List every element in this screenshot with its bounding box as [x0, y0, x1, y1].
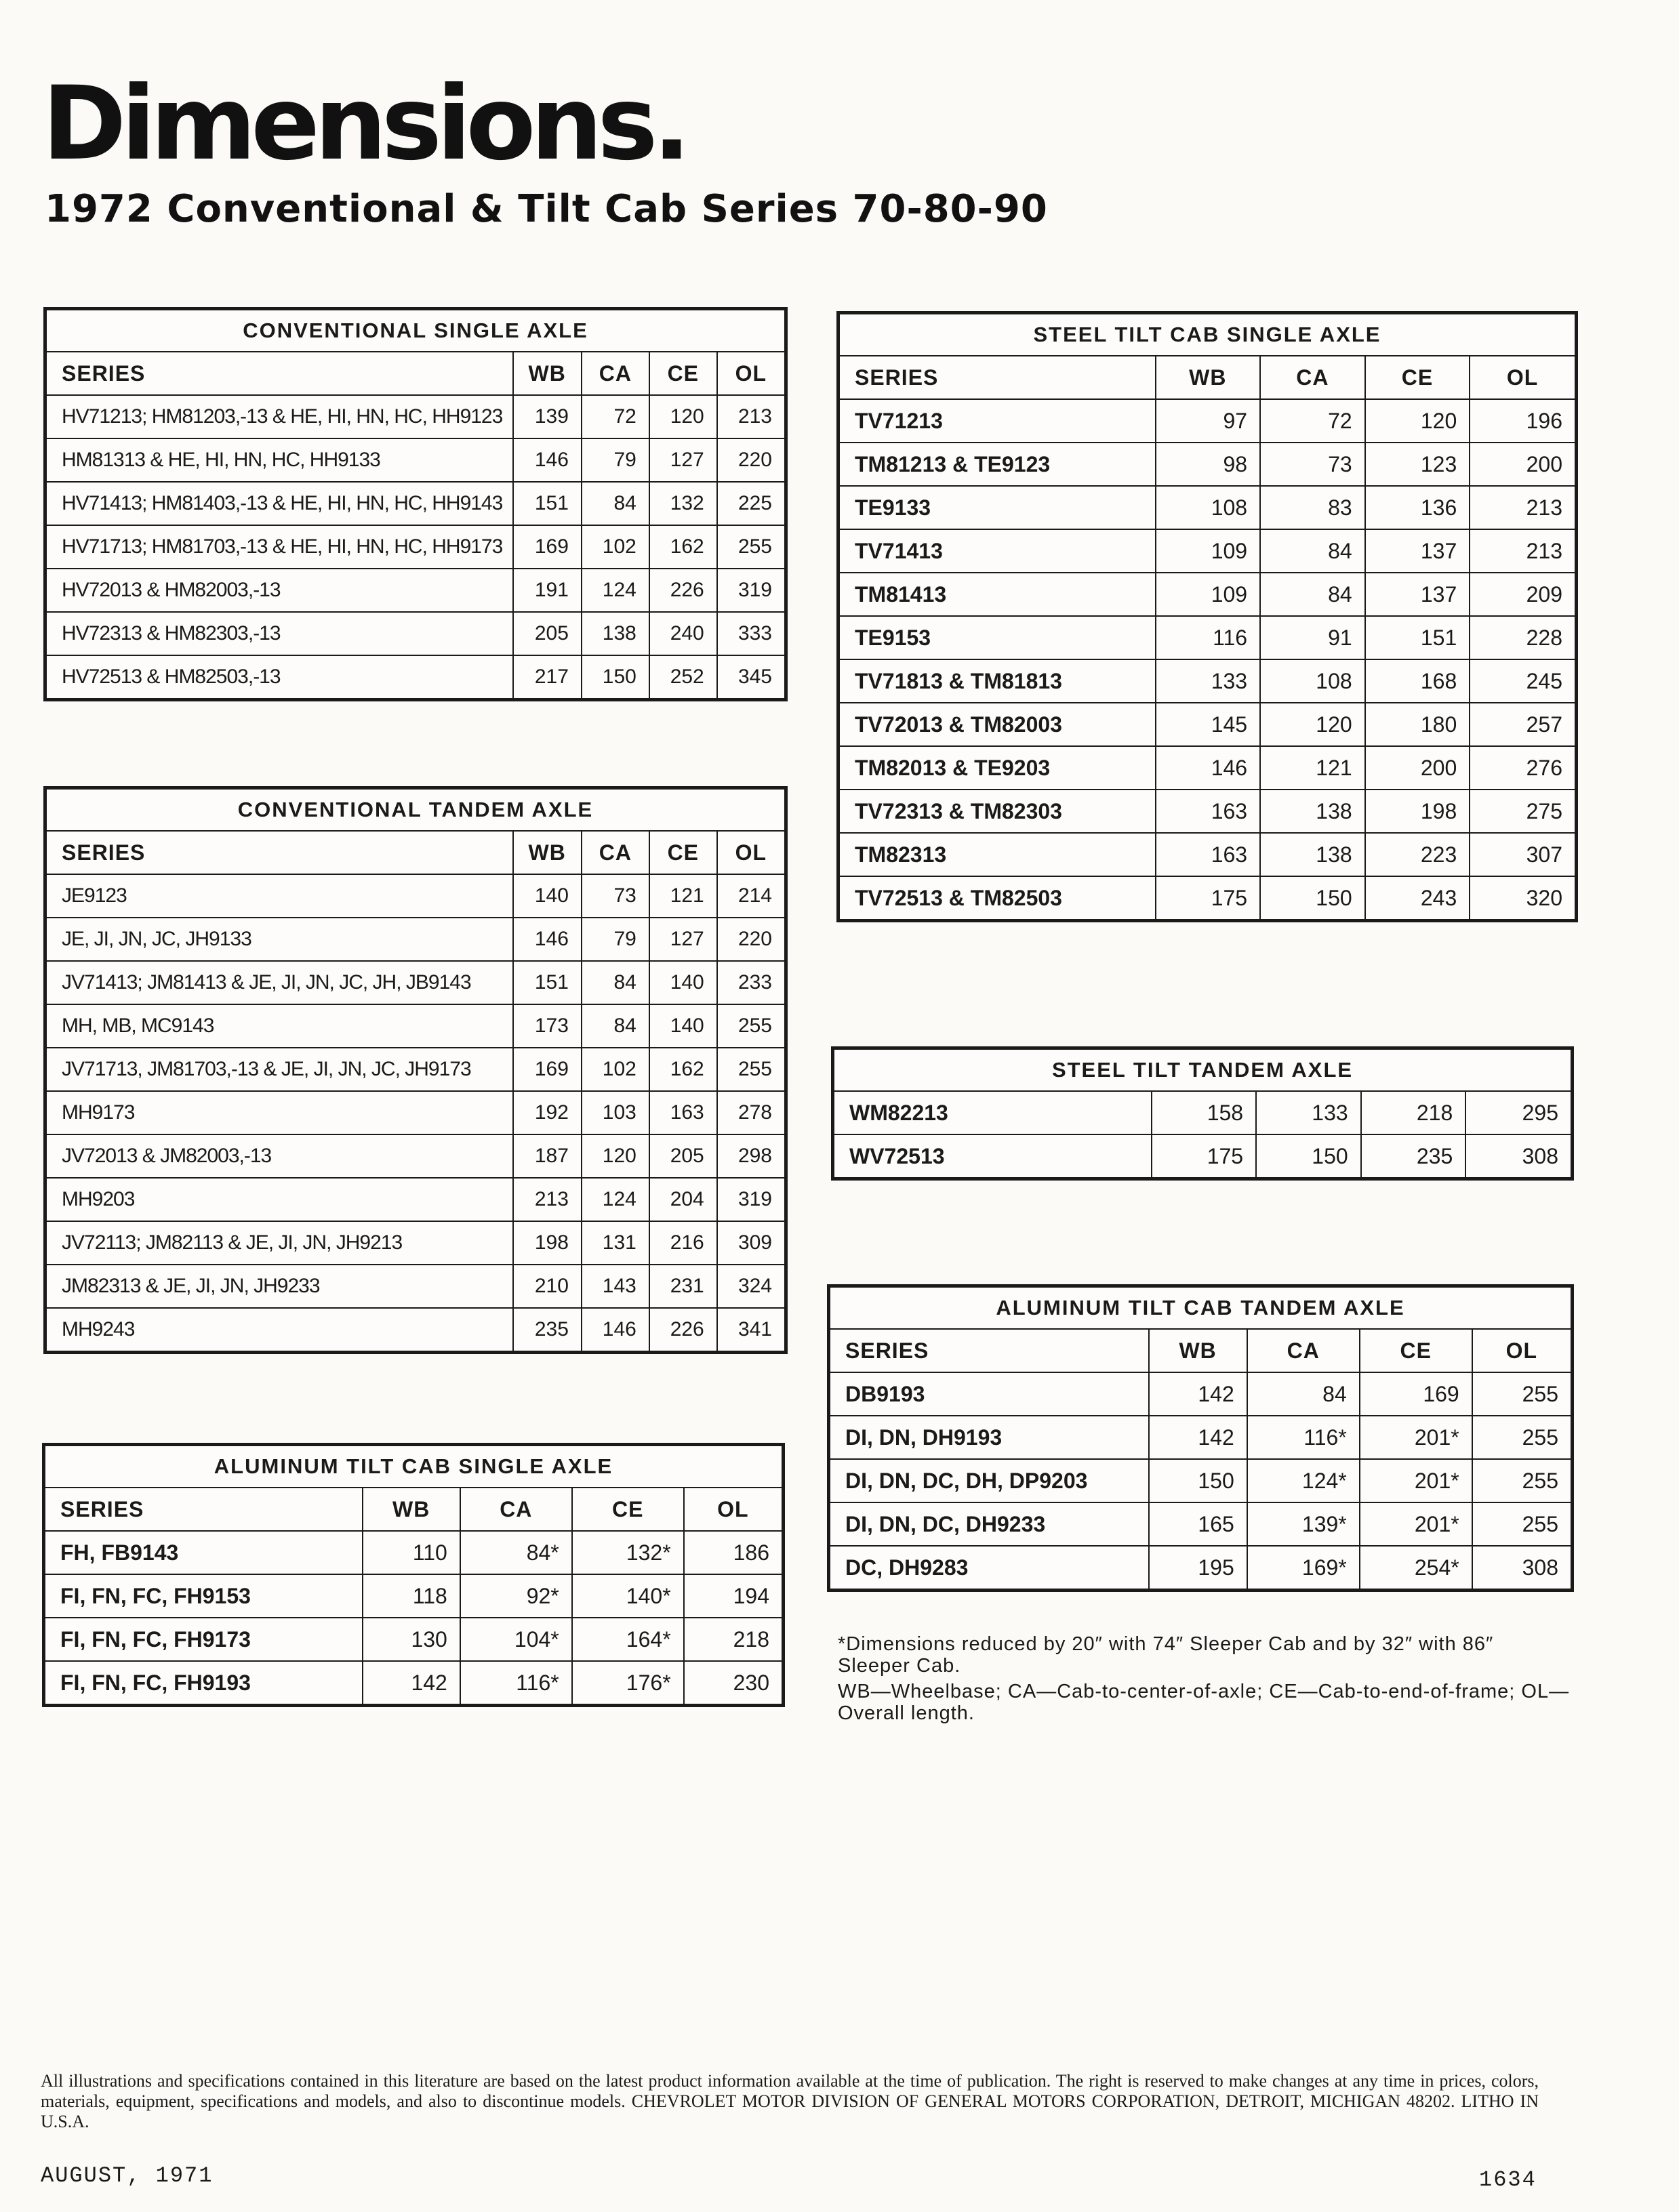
- series-cell: JE, JI, JN, JC, JH9133: [45, 918, 513, 961]
- ce-cell: 120: [649, 395, 717, 438]
- col-ce: CE: [1365, 356, 1470, 399]
- wb-cell: 175: [1152, 1134, 1257, 1179]
- ca-cell: 120: [582, 1134, 649, 1178]
- wb-cell: 195: [1149, 1546, 1247, 1591]
- col-series: SERIES: [45, 352, 513, 395]
- ce-cell: 168: [1365, 659, 1470, 703]
- series-cell: HV71713; HM81703,-13 & HE, HI, HN, HC, HH9173: [45, 525, 513, 569]
- page-number: 1634: [1479, 2167, 1537, 2192]
- ce-cell: 205: [649, 1134, 717, 1178]
- col-wb: WB: [513, 352, 582, 395]
- col-ca: CA: [1247, 1329, 1360, 1372]
- wb-cell: 118: [363, 1574, 460, 1618]
- series-cell: MH9173: [45, 1091, 513, 1134]
- table-row: [45, 1048, 786, 1091]
- col-wb: WB: [1149, 1329, 1247, 1372]
- series-cell: TE9153: [838, 616, 1156, 659]
- ol-cell: 233: [717, 961, 786, 1004]
- ce-cell: 198: [1365, 790, 1470, 833]
- ce-cell: 140: [649, 1004, 717, 1048]
- table-row: [833, 1091, 1573, 1134]
- wb-cell: 158: [1152, 1091, 1257, 1134]
- table-row: [45, 874, 786, 918]
- table-row: [45, 395, 786, 438]
- ce-cell: 169: [1360, 1372, 1472, 1416]
- publication-date: AUGUST, 1971: [41, 2163, 214, 2188]
- ce-cell: 204: [649, 1178, 717, 1221]
- ca-cell: 143: [582, 1265, 649, 1308]
- ol-cell: 213: [1470, 529, 1576, 573]
- series-cell: DI, DN, DC, DH, DP9203: [829, 1459, 1149, 1502]
- ce-cell: 226: [649, 569, 717, 612]
- ce-cell: 151: [1365, 616, 1470, 659]
- ce-cell: 201*: [1360, 1459, 1472, 1502]
- ol-cell: 307: [1470, 833, 1576, 876]
- table-row: [45, 569, 786, 612]
- ca-cell: 150: [582, 655, 649, 700]
- col-series: SERIES: [44, 1488, 363, 1531]
- series-cell: TM82013 & TE9203: [838, 746, 1156, 790]
- series-cell: WM82213: [833, 1091, 1152, 1134]
- ol-cell: 333: [717, 612, 786, 655]
- ol-cell: 209: [1470, 573, 1576, 616]
- table-row: [45, 655, 786, 700]
- ca-cell: 79: [582, 438, 649, 482]
- series-cell: TV71813 & TM81813: [838, 659, 1156, 703]
- table-row: [838, 443, 1577, 486]
- table-row: [838, 703, 1577, 746]
- ce-cell: 163: [649, 1091, 717, 1134]
- ol-cell: 220: [717, 918, 786, 961]
- table-row: [45, 482, 786, 525]
- wb-cell: 198: [513, 1221, 582, 1265]
- ce-cell: 127: [649, 918, 717, 961]
- table-title: ALUMINUM TILT CAB SINGLE AXLE: [44, 1445, 784, 1488]
- ol-cell: 255: [717, 1004, 786, 1048]
- ca-cell: 139*: [1247, 1502, 1360, 1546]
- ce-cell: 132: [649, 482, 717, 525]
- ol-cell: 218: [684, 1618, 784, 1661]
- wb-cell: 173: [513, 1004, 582, 1048]
- ce-cell: 231: [649, 1265, 717, 1308]
- ca-cell: 84*: [460, 1531, 572, 1574]
- ol-cell: 186: [684, 1531, 784, 1574]
- table-row: [829, 1546, 1573, 1591]
- wb-cell: 142: [1149, 1416, 1247, 1459]
- wb-cell: 145: [1156, 703, 1261, 746]
- table-row: [45, 961, 786, 1004]
- wb-cell: 139: [513, 395, 582, 438]
- col-ol: OL: [717, 352, 786, 395]
- ca-cell: 103: [582, 1091, 649, 1134]
- ol-cell: 275: [1470, 790, 1576, 833]
- ca-cell: 138: [582, 612, 649, 655]
- series-cell: JV71413; JM81413 & JE, JI, JN, JC, JH, JB9143: [45, 961, 513, 1004]
- series-cell: TV72313 & TM82303: [838, 790, 1156, 833]
- series-cell: MH9243: [45, 1308, 513, 1353]
- ce-cell: 164*: [572, 1618, 684, 1661]
- ca-cell: 108: [1260, 659, 1365, 703]
- page-subtitle: 1972 Conventional & Tilt Cab Series 70-80-90: [45, 187, 1048, 231]
- ce-cell: 252: [649, 655, 717, 700]
- series-cell: MH9203: [45, 1178, 513, 1221]
- ce-cell: 226: [649, 1308, 717, 1353]
- wb-cell: 142: [363, 1661, 460, 1706]
- table-row: [45, 918, 786, 961]
- wb-cell: 213: [513, 1178, 582, 1221]
- table-row: [45, 1221, 786, 1265]
- wb-cell: 133: [1156, 659, 1261, 703]
- series-cell: TV71413: [838, 529, 1156, 573]
- ol-cell: 225: [717, 482, 786, 525]
- ol-cell: 213: [717, 395, 786, 438]
- ce-cell: 162: [649, 525, 717, 569]
- ca-cell: 133: [1256, 1091, 1361, 1134]
- ce-cell: 120: [1365, 399, 1470, 443]
- col-wb: WB: [363, 1488, 460, 1531]
- series-cell: JV72013 & JM82003,-13: [45, 1134, 513, 1178]
- wb-cell: 110: [363, 1531, 460, 1574]
- col-ca: CA: [582, 831, 649, 874]
- table-row: [838, 659, 1577, 703]
- series-cell: MH, MB, MC9143: [45, 1004, 513, 1048]
- table-row: [833, 1134, 1573, 1179]
- series-cell: JV72113; JM82113 & JE, JI, JN, JH9213: [45, 1221, 513, 1265]
- ol-cell: 341: [717, 1308, 786, 1353]
- table-row: [44, 1531, 784, 1574]
- table-row: [45, 1091, 786, 1134]
- ce-cell: 201*: [1360, 1416, 1472, 1459]
- wb-cell: 205: [513, 612, 582, 655]
- conventional-tandem-axle-table: [43, 786, 788, 1354]
- wb-cell: 165: [1149, 1502, 1247, 1546]
- series-cell: JE9123: [45, 874, 513, 918]
- series-cell: HV72013 & HM82003,-13: [45, 569, 513, 612]
- wb-cell: 192: [513, 1091, 582, 1134]
- table-row: [838, 486, 1577, 529]
- ca-cell: 84: [1247, 1372, 1360, 1416]
- legal-disclaimer: All illustrations and specifications contained in this literature are based on the latest product information available at the time of publication. The right is reserved to make changes at any time in prices, colors, materials, equipment, specifications and models, and also to discontinue models. CHEVROLET MOTOR DIVISION OF GENERAL MOTORS CORPORATION, DETROIT, MICHIGAN 48202. LITHO IN U.S.A.: [41, 2071, 1539, 2131]
- col-wb: WB: [1156, 356, 1261, 399]
- ol-cell: 320: [1470, 876, 1576, 921]
- ce-cell: 218: [1361, 1091, 1466, 1134]
- col-ce: CE: [649, 352, 717, 395]
- ol-cell: 228: [1470, 616, 1576, 659]
- series-cell: JV71713, JM81703,-13 & JE, JI, JN, JC, JH9173: [45, 1048, 513, 1091]
- wb-cell: 210: [513, 1265, 582, 1308]
- ce-cell: 136: [1365, 486, 1470, 529]
- wb-cell: 169: [513, 1048, 582, 1091]
- ce-cell: 132*: [572, 1531, 684, 1574]
- ca-cell: 73: [582, 874, 649, 918]
- wb-cell: 191: [513, 569, 582, 612]
- table-row: [45, 1004, 786, 1048]
- ca-cell: 124: [582, 569, 649, 612]
- table-row: [45, 612, 786, 655]
- ol-cell: 255: [1472, 1459, 1573, 1502]
- ce-cell: 123: [1365, 443, 1470, 486]
- ca-cell: 92*: [460, 1574, 572, 1618]
- wb-cell: 146: [513, 918, 582, 961]
- ca-cell: 79: [582, 918, 649, 961]
- series-cell: DI, DN, DC, DH9233: [829, 1502, 1149, 1546]
- col-ce: CE: [649, 831, 717, 874]
- ce-cell: 180: [1365, 703, 1470, 746]
- ca-cell: 72: [1260, 399, 1365, 443]
- ce-cell: 127: [649, 438, 717, 482]
- series-cell: WV72513: [833, 1134, 1152, 1179]
- ol-cell: 324: [717, 1265, 786, 1308]
- ol-cell: 255: [1472, 1416, 1573, 1459]
- ca-cell: 83: [1260, 486, 1365, 529]
- ol-cell: 278: [717, 1091, 786, 1134]
- abbreviation-legend: WB—Wheelbase; CA—Cab-to-center-of-axle; CE—Cab-to-end-of-frame; OL—Overall length.: [838, 1681, 1570, 1724]
- ol-cell: 276: [1470, 746, 1576, 790]
- table-row: [45, 1178, 786, 1221]
- ol-cell: 200: [1470, 443, 1576, 486]
- series-cell: DB9193: [829, 1372, 1149, 1416]
- ce-cell: 200: [1365, 746, 1470, 790]
- ce-cell: 243: [1365, 876, 1470, 921]
- table-row: [45, 1265, 786, 1308]
- ca-cell: 131: [582, 1221, 649, 1265]
- conventional-single-axle-table: [43, 307, 788, 701]
- ca-cell: 73: [1260, 443, 1365, 486]
- ce-cell: 235: [1361, 1134, 1466, 1179]
- ce-cell: 176*: [572, 1661, 684, 1706]
- ol-cell: 230: [684, 1661, 784, 1706]
- wb-cell: 142: [1149, 1372, 1247, 1416]
- ol-cell: 220: [717, 438, 786, 482]
- col-ol: OL: [1470, 356, 1576, 399]
- col-ca: CA: [582, 352, 649, 395]
- ca-cell: 102: [582, 1048, 649, 1091]
- table-row: [45, 1134, 786, 1178]
- wb-cell: 163: [1156, 833, 1261, 876]
- ca-cell: 84: [582, 1004, 649, 1048]
- ol-cell: 255: [1472, 1372, 1573, 1416]
- table-row: [44, 1618, 784, 1661]
- ca-cell: 150: [1256, 1134, 1361, 1179]
- series-cell: FI, FN, FC, FH9193: [44, 1661, 363, 1706]
- wb-cell: 151: [513, 961, 582, 1004]
- series-cell: DC, DH9283: [829, 1546, 1149, 1591]
- table-title: STEEL TILT TANDEM AXLE: [833, 1048, 1573, 1092]
- col-ca: CA: [460, 1488, 572, 1531]
- ol-cell: 295: [1465, 1091, 1572, 1134]
- ca-cell: 138: [1260, 790, 1365, 833]
- table-title: CONVENTIONAL TANDEM AXLE: [45, 788, 786, 832]
- ol-cell: 319: [717, 1178, 786, 1221]
- ce-cell: 223: [1365, 833, 1470, 876]
- col-series: SERIES: [45, 831, 513, 874]
- table-row: [838, 529, 1577, 573]
- ce-cell: 140*: [572, 1574, 684, 1618]
- wb-cell: 235: [513, 1308, 582, 1353]
- ce-cell: 162: [649, 1048, 717, 1091]
- ca-cell: 102: [582, 525, 649, 569]
- wb-cell: 163: [1156, 790, 1261, 833]
- ca-cell: 120: [1260, 703, 1365, 746]
- footnotes: [838, 1633, 1570, 1728]
- page-title: Dimensions.: [42, 65, 686, 183]
- ca-cell: 146: [582, 1308, 649, 1353]
- series-cell: FH, FB9143: [44, 1531, 363, 1574]
- ol-cell: 308: [1465, 1134, 1572, 1179]
- series-cell: HV72513 & HM82503,-13: [45, 655, 513, 700]
- series-cell: TM81213 & TE9123: [838, 443, 1156, 486]
- wb-cell: 130: [363, 1618, 460, 1661]
- wb-cell: 169: [513, 525, 582, 569]
- col-ce: CE: [1360, 1329, 1472, 1372]
- wb-cell: 116: [1156, 616, 1261, 659]
- table-row: [829, 1459, 1573, 1502]
- wb-cell: 109: [1156, 573, 1261, 616]
- ol-cell: 213: [1470, 486, 1576, 529]
- ca-cell: 150: [1260, 876, 1365, 921]
- ca-cell: 84: [1260, 573, 1365, 616]
- series-cell: TE9133: [838, 486, 1156, 529]
- ce-cell: 140: [649, 961, 717, 1004]
- ca-cell: 84: [1260, 529, 1365, 573]
- table-row: [829, 1502, 1573, 1546]
- series-cell: JM82313 & JE, JI, JN, JH9233: [45, 1265, 513, 1308]
- table-row: [838, 573, 1577, 616]
- series-cell: HV71213; HM81203,-13 & HE, HI, HN, HC, HH9123: [45, 395, 513, 438]
- series-cell: FI, FN, FC, FH9173: [44, 1618, 363, 1661]
- table-row: [829, 1416, 1573, 1459]
- wb-cell: 108: [1156, 486, 1261, 529]
- wb-cell: 98: [1156, 443, 1261, 486]
- steel-tilt-cab-single-axle-table: [836, 311, 1578, 922]
- wb-cell: 150: [1149, 1459, 1247, 1502]
- table-row: [838, 876, 1577, 921]
- wb-cell: 175: [1156, 876, 1261, 921]
- ca-cell: 124: [582, 1178, 649, 1221]
- col-series: SERIES: [838, 356, 1156, 399]
- table-row: [838, 746, 1577, 790]
- steel-tilt-tandem-axle-table: [831, 1046, 1574, 1181]
- table-title: ALUMINUM TILT CAB TANDEM AXLE: [829, 1286, 1573, 1330]
- table-row: [838, 399, 1577, 443]
- ca-cell: 138: [1260, 833, 1365, 876]
- col-ol: OL: [684, 1488, 784, 1531]
- ce-cell: 240: [649, 612, 717, 655]
- wb-cell: 151: [513, 482, 582, 525]
- table-row: [838, 833, 1577, 876]
- ol-cell: 298: [717, 1134, 786, 1178]
- ca-cell: 91: [1260, 616, 1365, 659]
- table-row: [838, 616, 1577, 659]
- ol-cell: 345: [717, 655, 786, 700]
- ce-cell: 137: [1365, 573, 1470, 616]
- wb-cell: 146: [1156, 746, 1261, 790]
- wb-cell: 146: [513, 438, 582, 482]
- series-cell: DI, DN, DH9193: [829, 1416, 1149, 1459]
- sleeper-cab-note: *Dimensions reduced by 20″ with 74″ Sleeper Cab and by 32″ with 86″ Sleeper Cab.: [838, 1633, 1494, 1677]
- wb-cell: 109: [1156, 529, 1261, 573]
- series-cell: HM81313 & HE, HI, HN, HC, HH9133: [45, 438, 513, 482]
- ca-cell: 104*: [460, 1618, 572, 1661]
- ce-cell: 216: [649, 1221, 717, 1265]
- ol-cell: 308: [1472, 1546, 1573, 1591]
- ol-cell: 245: [1470, 659, 1576, 703]
- ca-cell: 116*: [1247, 1416, 1360, 1459]
- table-row: [45, 1308, 786, 1353]
- wb-cell: 140: [513, 874, 582, 918]
- ol-cell: 255: [717, 1048, 786, 1091]
- ca-cell: 169*: [1247, 1546, 1360, 1591]
- series-cell: TM81413: [838, 573, 1156, 616]
- ol-cell: 194: [684, 1574, 784, 1618]
- col-ca: CA: [1260, 356, 1365, 399]
- ce-cell: 254*: [1360, 1546, 1472, 1591]
- series-cell: HV72313 & HM82303,-13: [45, 612, 513, 655]
- table-title: CONVENTIONAL SINGLE AXLE: [45, 309, 786, 352]
- ol-cell: 255: [717, 525, 786, 569]
- ca-cell: 116*: [460, 1661, 572, 1706]
- col-series: SERIES: [829, 1329, 1149, 1372]
- ol-cell: 214: [717, 874, 786, 918]
- col-ce: CE: [572, 1488, 684, 1531]
- ce-cell: 121: [649, 874, 717, 918]
- wb-cell: 217: [513, 655, 582, 700]
- col-ol: OL: [717, 831, 786, 874]
- table-row: [44, 1574, 784, 1618]
- ol-cell: 309: [717, 1221, 786, 1265]
- table-row: [44, 1661, 784, 1706]
- ca-cell: 72: [582, 395, 649, 438]
- table-row: [829, 1372, 1573, 1416]
- series-cell: TV72513 & TM82503: [838, 876, 1156, 921]
- ol-cell: 255: [1472, 1502, 1573, 1546]
- col-wb: WB: [513, 831, 582, 874]
- wb-cell: 187: [513, 1134, 582, 1178]
- series-cell: FI, FN, FC, FH9153: [44, 1574, 363, 1618]
- wb-cell: 97: [1156, 399, 1261, 443]
- ca-cell: 84: [582, 482, 649, 525]
- series-cell: HV71413; HM81403,-13 & HE, HI, HN, HC, HH9143: [45, 482, 513, 525]
- table-row: [838, 790, 1577, 833]
- table-row: [45, 525, 786, 569]
- ca-cell: 84: [582, 961, 649, 1004]
- series-cell: TV72013 & TM82003: [838, 703, 1156, 746]
- ce-cell: 201*: [1360, 1502, 1472, 1546]
- ol-cell: 196: [1470, 399, 1576, 443]
- ca-cell: 121: [1260, 746, 1365, 790]
- ol-cell: 319: [717, 569, 786, 612]
- aluminum-tilt-cab-single-axle-table: [42, 1443, 785, 1707]
- ol-cell: 257: [1470, 703, 1576, 746]
- table-row: [45, 438, 786, 482]
- col-ol: OL: [1472, 1329, 1573, 1372]
- series-cell: TV71213: [838, 399, 1156, 443]
- ca-cell: 124*: [1247, 1459, 1360, 1502]
- ce-cell: 137: [1365, 529, 1470, 573]
- series-cell: TM82313: [838, 833, 1156, 876]
- aluminum-tilt-cab-tandem-axle-table: [827, 1284, 1574, 1592]
- table-title: STEEL TILT CAB SINGLE AXLE: [838, 313, 1577, 356]
